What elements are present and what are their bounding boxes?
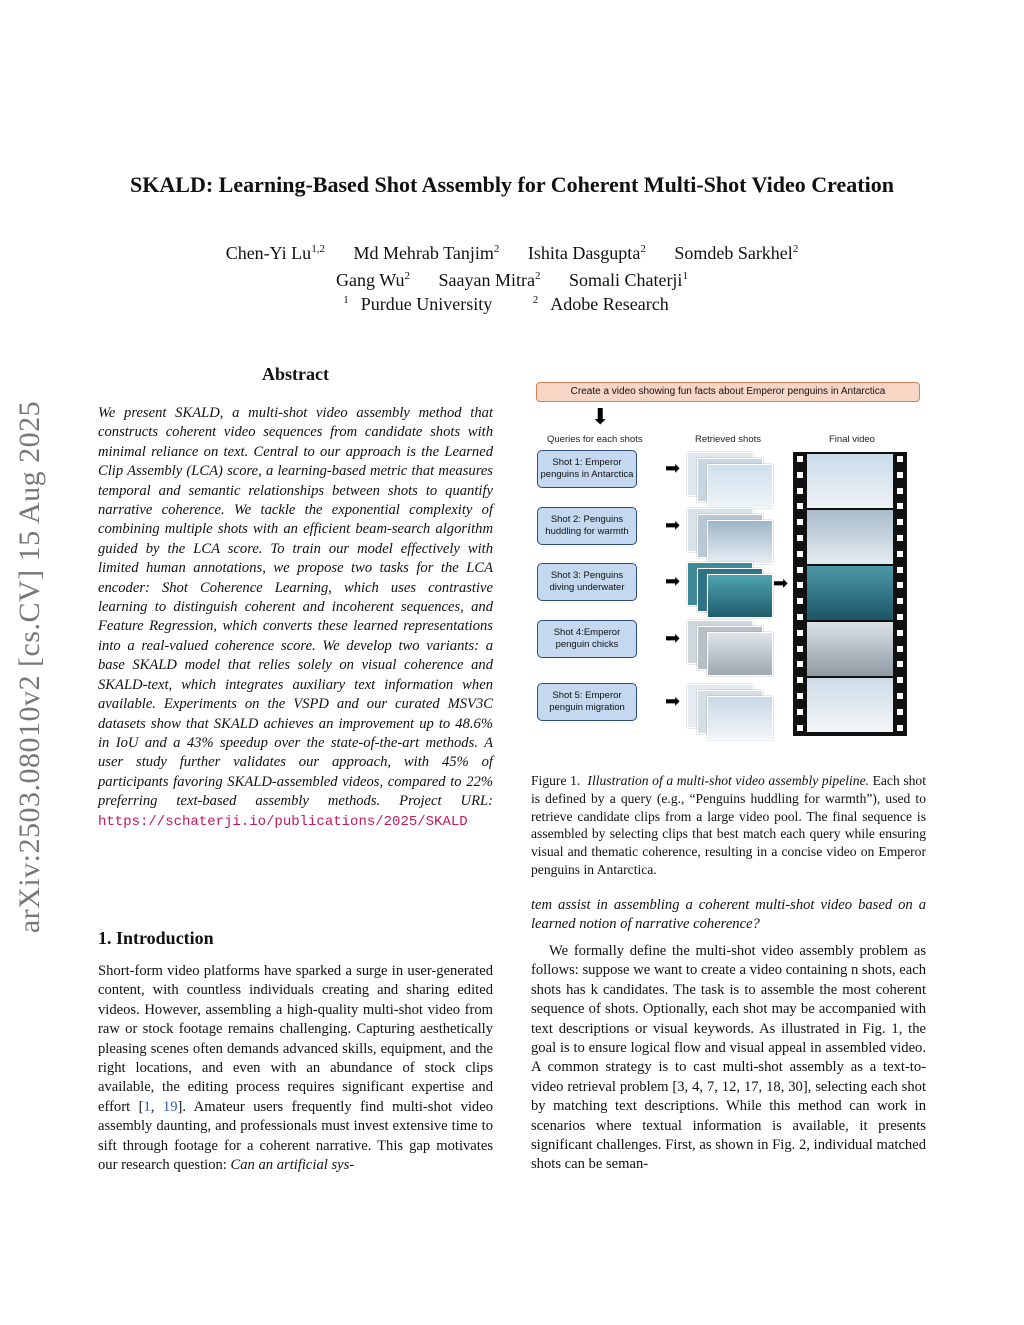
arrow-right-icon: ➡ <box>665 458 681 478</box>
film-hole <box>897 614 903 620</box>
film-hole <box>797 598 803 604</box>
film-hole <box>797 519 803 525</box>
caption-label: Figure 1. <box>531 773 581 788</box>
query-box: Shot 3: Penguins diving underwater <box>537 563 637 601</box>
section-heading: 1. Introduction <box>98 928 214 948</box>
film-hole <box>797 472 803 478</box>
final-video-filmstrip <box>793 452 907 736</box>
film-hole <box>797 677 803 683</box>
film-hole <box>897 582 903 588</box>
film-hole <box>797 661 803 667</box>
prompt-box: Create a video showing fun facts about Emperor penguins in Antarctica <box>536 382 920 402</box>
film-hole <box>897 630 903 636</box>
film-hole <box>897 709 903 715</box>
film-hole <box>897 488 903 494</box>
film-hole <box>897 725 903 731</box>
film-hole <box>897 535 903 541</box>
caption-title: Illustration of a multi-shot video assembly pipeline. <box>587 773 870 788</box>
author: Gang Wu$^2$ <box>336 270 410 290</box>
arxiv-sidebar <box>2 372 58 962</box>
film-hole <box>797 551 803 557</box>
film-hole <box>797 709 803 715</box>
clip-thumbnail <box>707 696 773 740</box>
author: Somali Chaterji$^1$ <box>568 270 688 290</box>
film-hole <box>797 630 803 636</box>
intro-text: Short-form video platforms have sparked a surge in user-generated content, with countless individuals creating and sharing edited videos. However, assembling a high-quality multi-shot video from raw or stock footage remains challenging. Capturing aesthetically pleasing scenes often demands advanced skills, equipment, and the right locations, and even with an abundance of stock clips available, the editing process requires significant expertise and effort [ <box>98 963 493 1115</box>
film-hole <box>797 535 803 541</box>
authors-line-2 <box>0 265 1024 292</box>
query-box: Shot 2: Penguins huddling for warmth <box>537 507 637 545</box>
film-hole <box>797 456 803 462</box>
film-hole <box>897 693 903 699</box>
arrow-right-icon: ➡ <box>665 571 681 591</box>
arrow-right-icon: ➡ <box>665 628 681 648</box>
author-list <box>0 238 1024 292</box>
film-hole <box>797 725 803 731</box>
authors-line-1 <box>0 238 1024 265</box>
film-hole <box>897 567 903 573</box>
abstract-text: We present SKALD, a multi-shot video assembly method that constructs coherent video sequences from candidate shots with minimal reliance on text. Central to our approach is the Learned Clip Assembly (LCA) score, a learning-based metric that measures temporal and semantic relationships between shots to quantify narrative coherence. We tackle the exponential complexity of combining multiple shots with an efficient beam-search algorithm guided by the LCA score. To train our model effectively with limited human annotations, we propose two tasks for the LCA encoder: Shot Coherence Learning, which uses contrastive learning to distinguish coherent and incoherent sequences, and Feature Regression, which converts these learned representations into a real-valued coherence score. We develop two variants: a base SKALD model that relies solely on visual coherence and SKALD-text, which integrates auxiliary text information when available. Experiments on the VSPD and our curated MSV3C datasets show that SKALD achieves an improvement up to 48.6% in IoU and a 43% speedup over the state-of-the-art methods. A user study further validates our approach, with 45% of participants favoring SKALD-assembled videos, compared to 22% preferring text-based assembly methods. Project URL: <box>98 405 493 810</box>
caption-text: Each shot is defined by a query (e.g., “Penguins huddling for warmth”), used to retrieve candidate clips from a large video pool. The final sequence is assembled by selecting clips that best match each query while ensuring visual and thematic coherence, resulting in a concise video on Emperor penguins in Antarctica. <box>531 773 926 877</box>
problem-definition-paragraph: We formally define the multi-shot video assembly problem as follows: suppose we want to create a video containing n shots, each shots has k candidates. The task is to assemble the most coherent sequence of shots. Optionally, each shot may be accompanied with text descriptions or visual keywords. As illustrated in Fig. 1, the goal is to ensure logical flow and visual appeal in assembled video. A common strategy is to cast multi-shot assembly as a text-to-video retrieval problem [3, 4, 7, 12, 17, 18, 30], selecting each shot by matching text descriptions. While this method can work in scenarios where textual information is available, it presents significant challenges. First, as shown in Fig. 2, individual matched shots can be seman- <box>531 943 926 1173</box>
arxiv-identifier: arXiv:2503.08010v2 [cs.CV] 15 Aug 2025 <box>13 400 46 934</box>
film-hole <box>897 677 903 683</box>
author: Somdeb Sarkhel$^2$ <box>674 243 799 263</box>
film-hole <box>797 582 803 588</box>
affiliation: $^2$ Adobe Research <box>532 294 669 314</box>
film-hole <box>797 488 803 494</box>
film-hole <box>897 646 903 652</box>
question-continuation: tem assist in assembling a coherent multi-shot video based on a learned notion of narrative coherence? <box>531 897 926 933</box>
video-frame <box>807 566 893 620</box>
film-hole <box>797 646 803 652</box>
col-label-final: Final video <box>829 434 875 445</box>
citation-link[interactable]: 1 <box>143 1098 151 1115</box>
col-label-queries: Queries for each shots <box>547 434 643 445</box>
project-url-link[interactable]: https://schaterji.io/publications/2025/SKALD <box>98 813 468 830</box>
film-hole <box>897 598 903 604</box>
author: Ishita Dasgupta$^2$ <box>527 243 646 263</box>
video-frame <box>807 622 893 676</box>
author: Md Mehrab Tanjim$^2$ <box>353 243 500 263</box>
video-frame <box>807 510 893 564</box>
film-hole <box>797 567 803 573</box>
film-hole <box>797 503 803 509</box>
affiliation: $^1$ Purdue University <box>343 294 493 314</box>
clip-thumbnail <box>707 464 773 508</box>
arrow-right-icon: ➡ <box>665 691 681 711</box>
video-frame <box>807 454 893 508</box>
citation-link[interactable]: 19 <box>162 1098 178 1115</box>
film-hole <box>897 519 903 525</box>
film-hole <box>897 472 903 478</box>
figure-1 <box>531 378 931 748</box>
affiliations <box>0 294 1024 315</box>
arrow-down-icon: ⬇ <box>591 404 610 429</box>
clip-thumbnail <box>707 632 773 676</box>
abstract-heading: Abstract <box>262 364 329 384</box>
abstract-body <box>98 404 493 832</box>
author: Chen-Yi Lu$^{1,2}$ <box>225 243 325 263</box>
video-frame <box>807 678 893 732</box>
author: Saayan Mitra$^2$ <box>438 270 541 290</box>
film-hole <box>897 456 903 462</box>
film-hole <box>797 693 803 699</box>
film-hole <box>797 614 803 620</box>
film-hole <box>897 661 903 667</box>
col-label-retrieved: Retrieved shots <box>695 434 762 445</box>
figure-caption <box>531 772 926 879</box>
query-box: Shot 1: Emperor penguins in Antarctica <box>537 450 637 488</box>
arrow-right-icon: ➡ <box>773 573 789 593</box>
intro-paragraph: Short-form video platforms have sparked a surge in user-generated content, with countless individuals creating and sharing edited videos. However, assembling a high-quality multi-shot video from raw or stock footage remains challenging. Capturing aesthetically pleasing scenes often demands advanced skills, equipment, and the right locations, and even with an abundance of stock clips available, the editing process requires significant expertise and effort [1, 19]. Amateur users frequently find multi-shot video assembly daunting, and professionals must invest extensive time to sift through footage for a coherent narrative. This gap motivates our research question: Can an artificial sys- <box>98 963 494 1174</box>
query-box: Shot 5: Emperor penguin migration <box>537 683 637 721</box>
query-box: Shot 4:Emperor penguin chicks <box>537 620 637 658</box>
film-hole <box>897 551 903 557</box>
paper-title: SKALD: Learning-Based Shot Assembly for Coherent Multi-Shot Video Creation <box>130 172 894 197</box>
clip-thumbnail <box>707 574 773 618</box>
clip-thumbnail <box>707 520 773 564</box>
intro-text: ]. Amateur users frequently find multi-shot video assembly daunting, and professionals must invest extensive time to sift through footage for a coherent narrative. This gap motivates our research question: <box>98 1098 494 1174</box>
research-question: Can an artificial sys- <box>230 1157 355 1174</box>
arrow-right-icon: ➡ <box>665 515 681 535</box>
film-hole <box>897 503 903 509</box>
